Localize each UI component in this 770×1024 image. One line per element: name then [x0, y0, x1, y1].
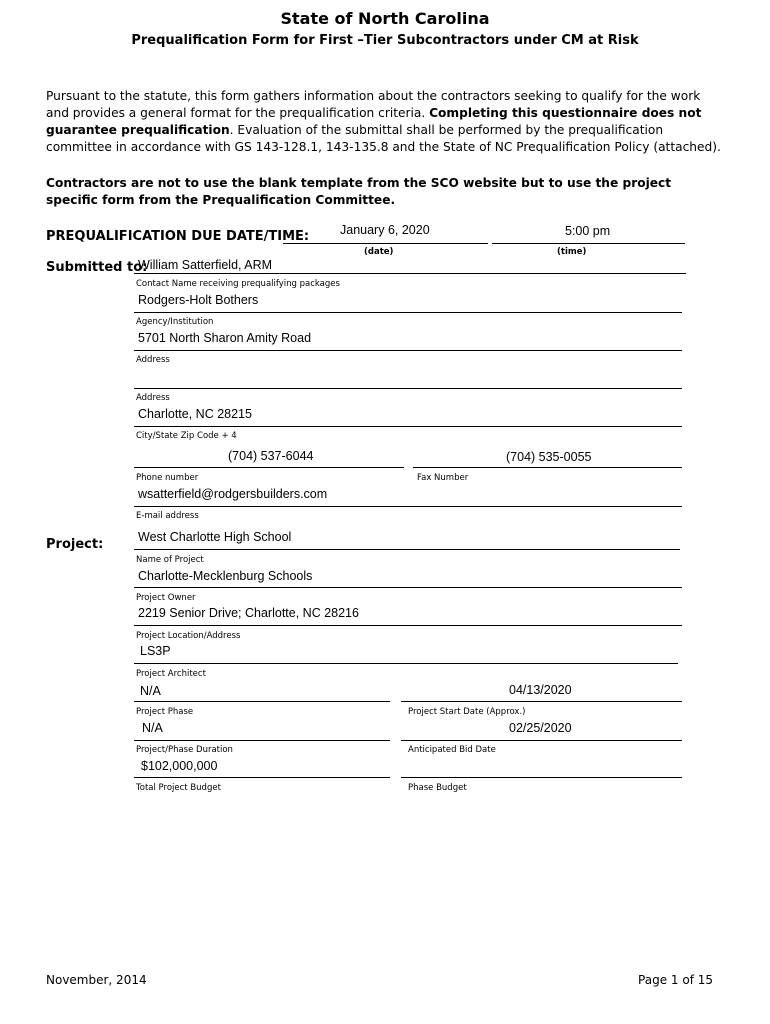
due-date-line [283, 243, 488, 244]
address2-line [134, 388, 682, 389]
location-caption: Project Location/Address [136, 631, 241, 641]
due-time-field[interactable]: 5:00 pm [565, 224, 611, 238]
bid-date-line [401, 740, 682, 741]
duration-caption: Project/Phase Duration [136, 745, 233, 755]
start-date-caption: Project Start Date (Approx.) [408, 707, 526, 717]
duration-field[interactable]: N/A [142, 721, 163, 735]
owner-field[interactable]: Charlotte-Mecklenburg Schools [138, 569, 313, 583]
agency-line [134, 312, 682, 313]
instruction-paragraph: Contractors are not to use the blank template from the SCO website but to use the project specific form from the Prequalification Committee. [46, 176, 672, 207]
due-date-label: PREQUALIFICATION DUE DATE/TIME: [46, 229, 310, 244]
contact-line [134, 273, 686, 274]
intro-text-b: . Evaluation of the submittal shall be performed by the prequalification committee in accordance with GS 143-128.1, 143-135.8 and the State of NC Prequalification Policy (attached). [46, 123, 721, 154]
start-date-line [401, 701, 682, 702]
project-name-field[interactable]: West Charlotte High School [138, 530, 292, 544]
submitted-to-label: Submitted to: [46, 260, 148, 275]
agency-field[interactable]: Rodgers-Holt Bothers [138, 293, 259, 307]
architect-caption: Project Architect [136, 669, 206, 679]
intro-text-a: Pursuant to the statute, this form gathers information about the contractors seeking to qualify for the work and provides a general format for the prequalification criteria. [46, 89, 701, 120]
phone-caption: Phone number [136, 473, 199, 483]
email-field[interactable]: wsatterfield@rodgersbuilders.com [138, 487, 328, 501]
phase-field[interactable]: N/A [140, 684, 161, 698]
page-number: Page 1 of 15 [638, 973, 713, 987]
phase-budget-caption: Phase Budget [408, 783, 467, 793]
address1-field[interactable]: 5701 North Sharon Amity Road [138, 331, 312, 345]
architect-line [134, 663, 678, 664]
contact-caption: Contact Name receiving prequalifying packages [136, 279, 340, 289]
fax-line [413, 467, 682, 468]
email-caption: E-mail address [136, 511, 199, 521]
due-time-line [492, 243, 685, 244]
city-line [134, 426, 682, 427]
form-subtitle: Prequalification Form for First –Tier Subcontractors under CM at Risk [131, 33, 639, 48]
total-budget-field[interactable]: $102,000,000 [141, 759, 218, 773]
total-budget-caption: Total Project Budget [136, 783, 221, 793]
phase-caption: Project Phase [136, 707, 194, 717]
time-caption: (time) [557, 247, 587, 257]
location-field[interactable]: 2219 Senior Drive; Charlotte, NC 28216 [138, 606, 359, 620]
owner-line [134, 587, 682, 588]
owner-caption: Project Owner [136, 593, 196, 603]
date-caption: (date) [364, 247, 394, 257]
phone-line [134, 467, 404, 468]
contact-name-field[interactable]: William Satterfield, ARM [138, 258, 273, 272]
fax-field[interactable]: (704) 535-0055 [506, 450, 592, 464]
form-title: State of North Carolina [280, 9, 490, 28]
email-line [134, 506, 682, 507]
bid-date-field[interactable]: 02/25/2020 [509, 721, 572, 735]
fax-caption: Fax Number [417, 473, 469, 483]
intro-text-bold: Completing this questionnaire does not guarantee prequalification [46, 106, 702, 137]
city-caption: City/State Zip Code + 4 [136, 431, 237, 441]
phase-line [134, 701, 390, 702]
location-line [134, 625, 682, 626]
address1-caption: Address [136, 355, 170, 365]
due-date-field[interactable]: January 6, 2020 [340, 223, 430, 237]
project-name-line [134, 549, 680, 550]
address2-caption: Address [136, 393, 170, 403]
city-field[interactable]: Charlotte, NC 28215 [138, 407, 252, 421]
phase-budget-line [401, 777, 682, 778]
address1-line [134, 350, 682, 351]
bid-date-caption: Anticipated Bid Date [408, 745, 496, 755]
phone-field[interactable]: (704) 537-6044 [228, 449, 314, 463]
agency-caption: Agency/Institution [136, 317, 214, 327]
architect-field[interactable]: LS3P [140, 644, 171, 658]
project-name-caption: Name of Project [136, 555, 204, 565]
intro-paragraph [46, 88, 726, 156]
start-date-field[interactable]: 04/13/2020 [509, 683, 572, 697]
footer-date: November, 2014 [46, 973, 147, 987]
duration-line [134, 740, 390, 741]
total-budget-line [134, 777, 390, 778]
project-label: Project: [46, 537, 104, 552]
